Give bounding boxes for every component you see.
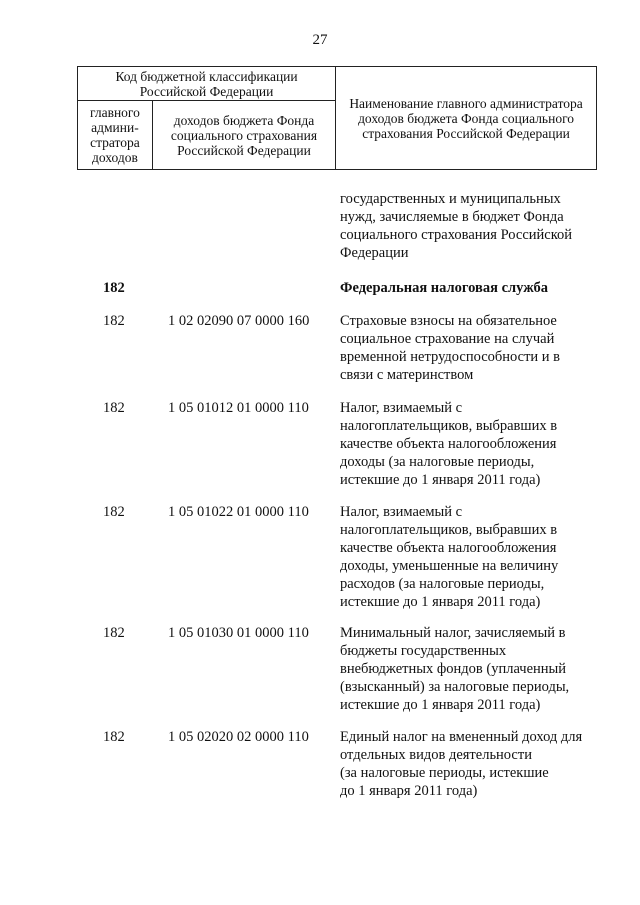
header-income-column: доходов бюджета Фонда социального страхования Российской Федерации — [152, 101, 335, 170]
header-admin-column: главного админи-стратора доходов — [78, 101, 153, 170]
header-code-group: Код бюджетной классификации Российской Федерации — [78, 67, 336, 101]
admin-code: 182 — [103, 625, 125, 641]
page-number: 27 — [312, 32, 328, 48]
income-name: Страховые взносы на обязательное социальное страхование на случай временной нетрудоспособности и в связи с материнством — [340, 313, 561, 383]
income-code: 1 05 01022 01 0000 110 — [168, 504, 309, 520]
admin-code: 182 — [103, 504, 125, 520]
income-code: 1 02 02090 07 0000 160 — [168, 313, 310, 329]
income-name: Единый налог на вмененный доход для отдельных видов деятельности (за налоговые периоды, истекшие до 1 января 2011 года) — [340, 729, 583, 799]
admin-code: 182 — [103, 400, 125, 416]
admin-code: 182 — [103, 729, 125, 745]
header-name-column: Наименование главного администратора доходов бюджета Фонда социального страхования Российской Федерации — [336, 67, 597, 170]
administrator-name: Федеральная налоговая служба — [340, 280, 549, 296]
income-name: государственных и муниципальных нужд, зачисляемые в бюджет Фонда социального страхования Российской Федерации — [340, 191, 573, 261]
income-name: Налог, взимаемый с налогоплательщиков, выбравших в качестве объекта налогообложения доходы (за налоговые периоды, истекшие до 1 января 2011 года) — [340, 400, 558, 488]
admin-code: 182 — [103, 313, 125, 329]
income-code: 1 05 02020 02 0000 110 — [168, 729, 309, 745]
admin-code: 182 — [103, 280, 125, 296]
income-code: 1 05 01012 01 0000 110 — [168, 400, 309, 416]
income-code: 1 05 01030 01 0000 110 — [168, 625, 309, 641]
income-name: Минимальный налог, зачисляемый в бюджеты государственных внебюджетных фондов (уплаченный (взысканный) за налоговые периоды, истекшие до 1 января 2011 года) — [340, 625, 570, 713]
income-name: Налог, взимаемый с налогоплательщиков, выбравших в качестве объекта налогообложения доходы, уменьшенные на величину расходов (за налоговые периоды, истекшие до 1 января 2011 года) — [340, 504, 559, 610]
